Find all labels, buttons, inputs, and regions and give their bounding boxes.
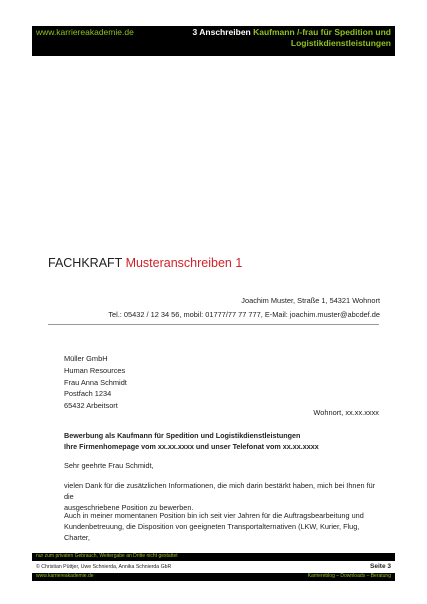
body-paragraph-2-line-2: Kundenbetreuung, die Disposition von geeigneten Transportalternativen (LKW, Kurier, Flug, Charter, bbox=[64, 522, 360, 543]
recipient-department: Human Resources bbox=[64, 365, 126, 375]
body-paragraph-1-line-2: ausgeschriebene Position zu bewerben. bbox=[64, 503, 194, 513]
footer-info bbox=[32, 563, 395, 572]
sender-contact: Tel.: 05432 / 12 34 56, mobil: 01777/77 77 777, E-Mail: joachim.muster@abcdef.de bbox=[108, 310, 380, 319]
body-paragraph-2-line-1: Auch in meiner momentanen Position bin ich seit vier Jahren für die Auftragsbearbeitung und bbox=[64, 511, 364, 520]
place-date: Wohnort, xx.xx.xxxx bbox=[313, 408, 379, 417]
header-title-profession: Kaufmann /-frau für Spedition und Logistikdienstleistungen bbox=[253, 27, 391, 48]
footer-copyright: © Christian Püttjer, Uwe Schnierda, Annika Schnierda GbR bbox=[36, 564, 172, 570]
salutation: Sehr geehrte Frau Schmidt, bbox=[64, 461, 154, 470]
sender-divider bbox=[48, 324, 379, 325]
body-paragraph-2 bbox=[64, 510, 384, 544]
recipient-pobox: Postfach 1234 bbox=[64, 389, 112, 399]
body-paragraph-1-line-1: vielen Dank für die zusätzlichen Informationen, die mich darin bestärkt haben, mich bei Ihnen für die bbox=[64, 481, 376, 502]
header-site-link[interactable]: www.karriereakademie.de bbox=[36, 27, 134, 37]
recipient-city: 65432 Arbeitsort bbox=[64, 401, 118, 411]
sender-address: Joachim Muster, Straße 1, 54321 Wohnort bbox=[241, 296, 380, 305]
recipient-contact: Frau Anna Schmidt bbox=[64, 377, 127, 387]
footer-notice: nur zum privaten Gebrauch, Weitergabe an Dritte nicht gestattet bbox=[36, 553, 178, 559]
footer-site-link[interactable]: www.karriereakademie.de bbox=[36, 573, 94, 579]
subject-line-1: Bewerbung als Kaufmann für Spedition und Logistikdienstleistungen bbox=[64, 431, 301, 440]
header-bar bbox=[32, 26, 395, 56]
document-title bbox=[48, 256, 242, 270]
footer-notice-bar bbox=[32, 553, 395, 561]
footer-links-bar bbox=[32, 573, 395, 581]
subject-line-2: Ihre Firmenhomepage vom xx.xx.xxxx und unser Telefonat vom xx.xx.xxxx bbox=[64, 442, 319, 451]
subject-line bbox=[64, 430, 319, 452]
header-title bbox=[171, 27, 391, 49]
body-paragraph-1 bbox=[64, 480, 384, 514]
document-title-prefix: FACHKRAFT bbox=[48, 256, 126, 270]
recipient-company: Müller GmbH bbox=[64, 354, 108, 363]
page-number: Seite 3 bbox=[370, 563, 391, 570]
header-title-chapter: 3 Anschreiben bbox=[192, 27, 254, 37]
sender-block bbox=[108, 294, 380, 322]
document-title-highlight: Musteranschreiben 1 bbox=[125, 256, 243, 270]
footer-nav-links[interactable]: Karriereblog – Downloads – Beratung bbox=[307, 573, 391, 579]
recipient-address bbox=[64, 353, 127, 412]
